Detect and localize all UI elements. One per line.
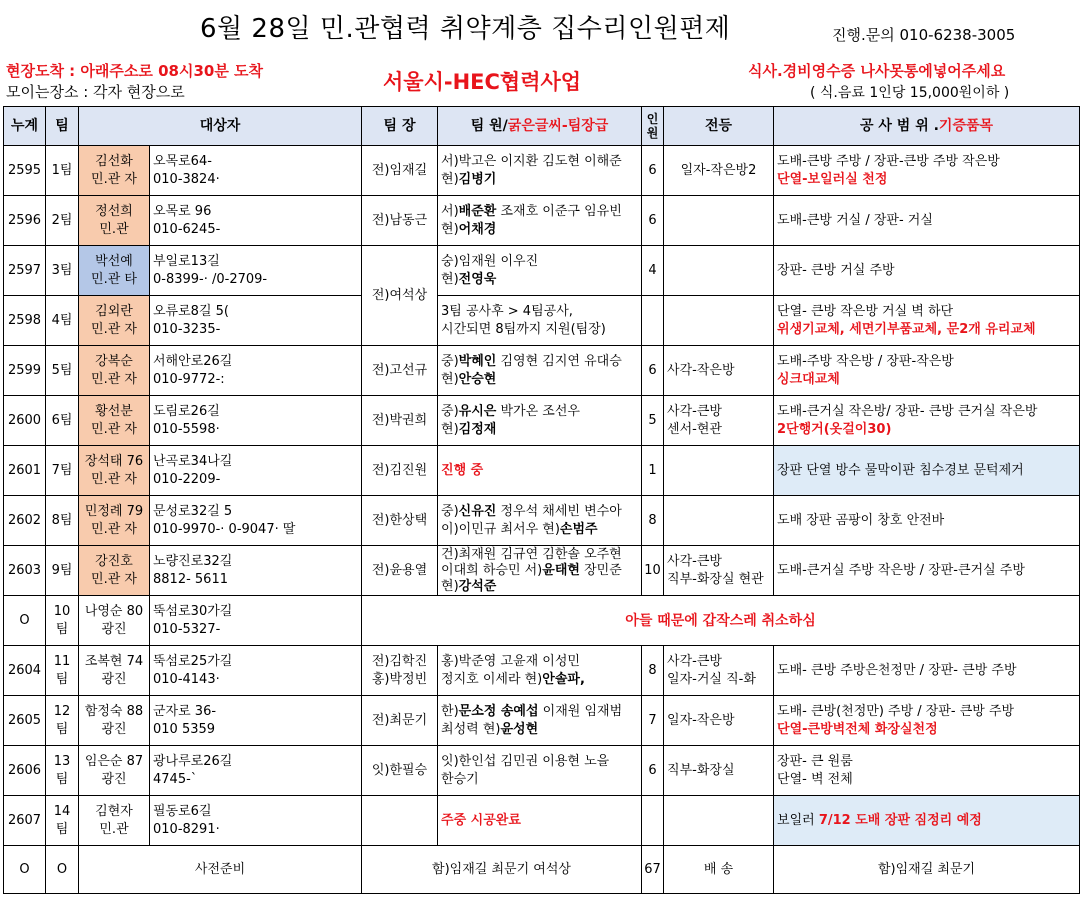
cancel-note: 아들 때문에 갑작스레 취소하심	[362, 596, 1080, 646]
table-row: 2602 8팀 민정례 79 민.관 자 문성로32길 5 010-9970-· 0-9047· 딸 전)한상택 중)신유진 정우석 채세빈 변수아 이)이민규 최서우 현)손범주 8 도배 장판 곰팡이 창호 안전바	[4, 496, 1080, 546]
table-row: 2598 4팀 김외란 민.관 자 오류로8길 5( 010-3235- 3팀 공사후 > 4팀공사, 시간되면 8팀까지 지원(팀장) 단열- 큰방 작은방 거실 벽 하단 위생기교체, 세면기부품교체, 문2개 유리교체	[4, 296, 1080, 346]
col-team: 팀	[46, 107, 79, 146]
table-row: 2604 11팀 조복현 74 광진 뚝섬로25가길 010-4143· 전)김학진 홍)박정빈 홍)박준영 고윤재 이성민 정지호 이세라 현)안솔파, 8 사각-큰방 일자-거실 직-화 도배- 큰방 주방은천정만 / 장판- 큰방 주방	[4, 646, 1080, 696]
table-row: 2603 9팀 강진호 민.관 자 노량진로32길 8812- 5611 전)윤용열 건)최재원 김규연 김한솔 오주현 이대희 하승민 서)윤태현 장민준 현)강석준 10 사각-큰방 직부-화장실 현관 도배-큰거실 주방 작은방 / 장판-큰거실 주방	[4, 546, 1080, 596]
footer-row: O O 사전준비 함)임재길 최문기 여석상 67 배 송 함)임재길 최문기	[4, 846, 1080, 894]
col-lights: 전등	[664, 107, 774, 146]
contact-info: 진행.문의 010-6238-3005	[832, 26, 1016, 44]
col-count: 인원	[642, 107, 664, 146]
meal-limit-note: ( 식.음료 1인당 15,000원이하 )	[810, 85, 1010, 101]
col-leader: 팀 장	[362, 107, 438, 146]
sheet-header	[0, 0, 1083, 118]
col-cum: 누계	[4, 107, 46, 146]
col-target: 대상자	[79, 107, 362, 146]
program-title: 서울시-HEC협력사업	[383, 70, 582, 94]
table-row: 2607 14팀 김현자 민.관 필동로6길 010-8291· 주중 시공완료 보일러 7/12 도배 장판 짐정리 예정	[4, 796, 1080, 846]
table-row: 2596 2팀 정선희 민.관 오목로 96 010-6245- 전)남동근 서)배준환 조재호 이준구 임유빈 현)어채경 6 도배-큰방 거실 / 장판- 거실	[4, 196, 1080, 246]
table-row: 2599 5팀 강복순 민.관 자 서해안로26길 010-9772-: 전)고선규 중)박혜인 김영현 김지연 유대승 현)안승현 6 사각-작은방 도배-주방 작은방 / 장판-작은방 싱크대교체	[4, 346, 1080, 396]
table-row: 2605 12팀 함정숙 88 광진 군자로 36- 010 5359 전)최문기 한)문소정 송예섭 이재원 임재범 최성력 현)윤성현 7 일자-작은방 도배- 큰방(천정만) 주방 / 장판- 큰방 주방 단열-큰방벽전체 화장실천정	[4, 696, 1080, 746]
col-members: 팀 원/굵은글씨-팀장급	[438, 107, 642, 146]
col-scope: 공 사 범 위 .기증품목	[774, 107, 1080, 146]
page-title: 6월 28일 민.관협력 취약계층 집수리인원편제	[200, 14, 731, 44]
assignment-table	[3, 106, 1080, 894]
table-row: 2601 7팀 장석태 76 민.관 자 난곡로34나길 010-2209- 전)김진원 진행 중 1 장판 단열 방수 물막이판 침수경보 문턱제거	[4, 446, 1080, 496]
table-row: 2597 3팀 박선예 민.관 타 부일로13길 0-8399-· /0-2709- 전)여석상 숭)임재원 이우진 현)전영욱 4 장판- 큰방 거실 주방	[4, 246, 1080, 296]
table-row: O 10팀 나영순 80 광진 뚝섬로30가길 010-5327- 아들 때문에 갑작스레 취소하심	[4, 596, 1080, 646]
table-row: 2600 6팀 황선분 민.관 자 도림로26길 010-5598· 전)박권희 중)유시은 박가온 조선우 현)김정재 5 사각-큰방 센서-현관 도배-큰거실 작은방/ 장판- 큰방 큰거실 작은방 2단행거(옷걸이30)	[4, 396, 1080, 446]
table-row: 2595 1팀 김선화 민.관 자 오목로64- 010-3824· 전)임재길 서)박고은 이지환 김도현 이해준 현)김병기 6 일자-작은방2 도배-큰방 주방 / 장판-큰방 주방 작은방 단열-보일러실 천정	[4, 146, 1080, 196]
table-row: 2606 13팀 임은순 87 광진 광나루로26길 4745-` 잇)한필승 잇)한인섭 김민권 이용현 노을 한승기 6 직부-화장실 장판- 큰 원룸 단열- 벽 전체	[4, 746, 1080, 796]
receipt-note: 식사.경비영수증 나사못통에넣어주세요	[748, 62, 1006, 80]
meeting-place: 모이는장소 : 각자 현장으로	[6, 83, 185, 101]
arrival-note: 현장도착 : 아래주소로 08시30분 도착	[6, 62, 264, 80]
